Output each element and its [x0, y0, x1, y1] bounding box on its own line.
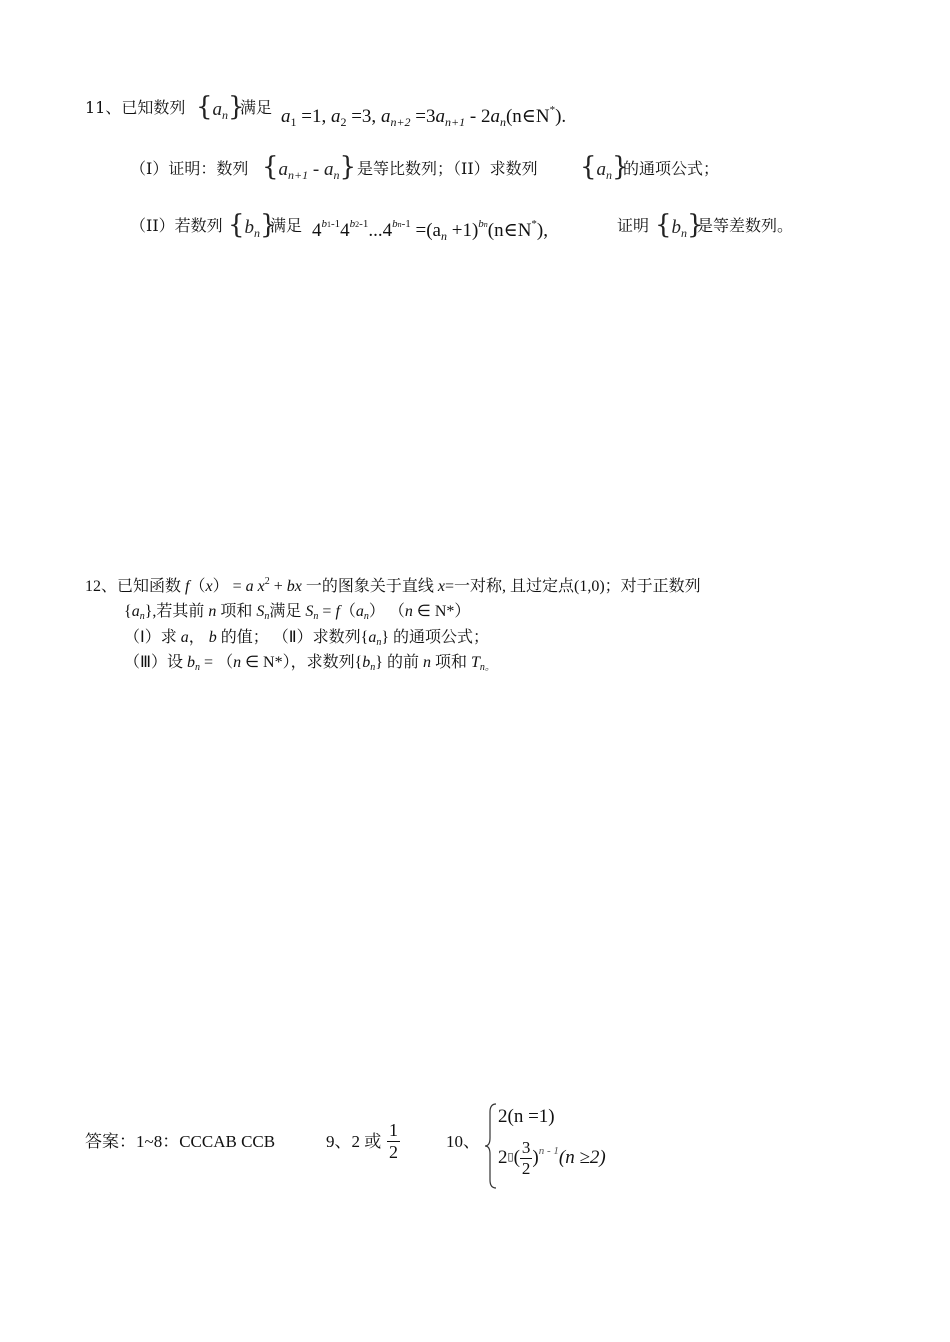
q11-part1-set: $\{a_n\}$	[580, 152, 629, 182]
q12-line3: （Ⅰ）求 a， b 的值； （Ⅱ）求数列{an} 的通项公式；	[124, 629, 489, 648]
q11-set-a: $\{a_n\}$	[196, 92, 245, 122]
q11-part2-label: （II）若数列	[130, 216, 223, 235]
q11-part2-satisfy: 满足	[270, 216, 303, 235]
q11-part2-set2: $\{b_n\}$	[655, 210, 704, 240]
answer-q9: 9、2 或	[326, 1132, 382, 1151]
q11-part1-mid: 是等比数列；（II）求数列	[357, 159, 538, 178]
q12-line2: {an},若其前 n 项和 Sn满足 Sn = f（an） （n ∈ N*）	[124, 603, 471, 622]
piecewise-case1: 2(n =1)	[498, 1106, 555, 1127]
q11-part1-label: （I）证明：数列	[130, 159, 249, 178]
q11-satisfy: 满足	[240, 98, 273, 117]
q11-line1	[85, 95, 185, 118]
answer-q10: 10、	[446, 1132, 480, 1151]
q11-number: 11、	[85, 98, 122, 117]
q12-line4: （Ⅲ）设 bn = （n ∈ N*），求数列{bn} 的前 n 项和 Tn。	[124, 654, 495, 673]
q11-part2-set: $\{b_n\}$	[228, 210, 277, 240]
q11-part1-end: 的通项公式；	[623, 159, 720, 178]
q11-intro: 已知数列	[121, 98, 186, 117]
q11-condition: $a_1 =1$, $a_2 =3$, $a_{n+2} =3a_{n+1}$ - $2a_n(n\in N^*)$.	[281, 104, 567, 129]
q11-part2-equation: $4^{b1-1}4^{b2-1}...4^{bn-1} =(a_n$ $+1)^{bn}(n\in N^*)$,	[312, 218, 548, 243]
q12-line1: 12、已知函数 f（x） = a $x^2$ + bx 一的图象关于直线 x=一对称, 且过定点(1,0)；对于正数列	[85, 576, 701, 595]
q11-part1-expr: $\{a_{n+1} - a_n\}$	[262, 152, 357, 182]
answer-label: 答案：1~8：CCCAB CCB	[85, 1132, 276, 1151]
answer-q9-fraction: $\frac{1}{2}$	[389, 1120, 398, 1162]
q11-part2-end: 是等差数列。	[697, 216, 794, 235]
q11-part2-prove: 证明	[617, 216, 650, 235]
piecewise-case2: 2▯( $\frac{3}{2}$ )$^{n - 1}$(n ≥2)	[498, 1138, 606, 1178]
